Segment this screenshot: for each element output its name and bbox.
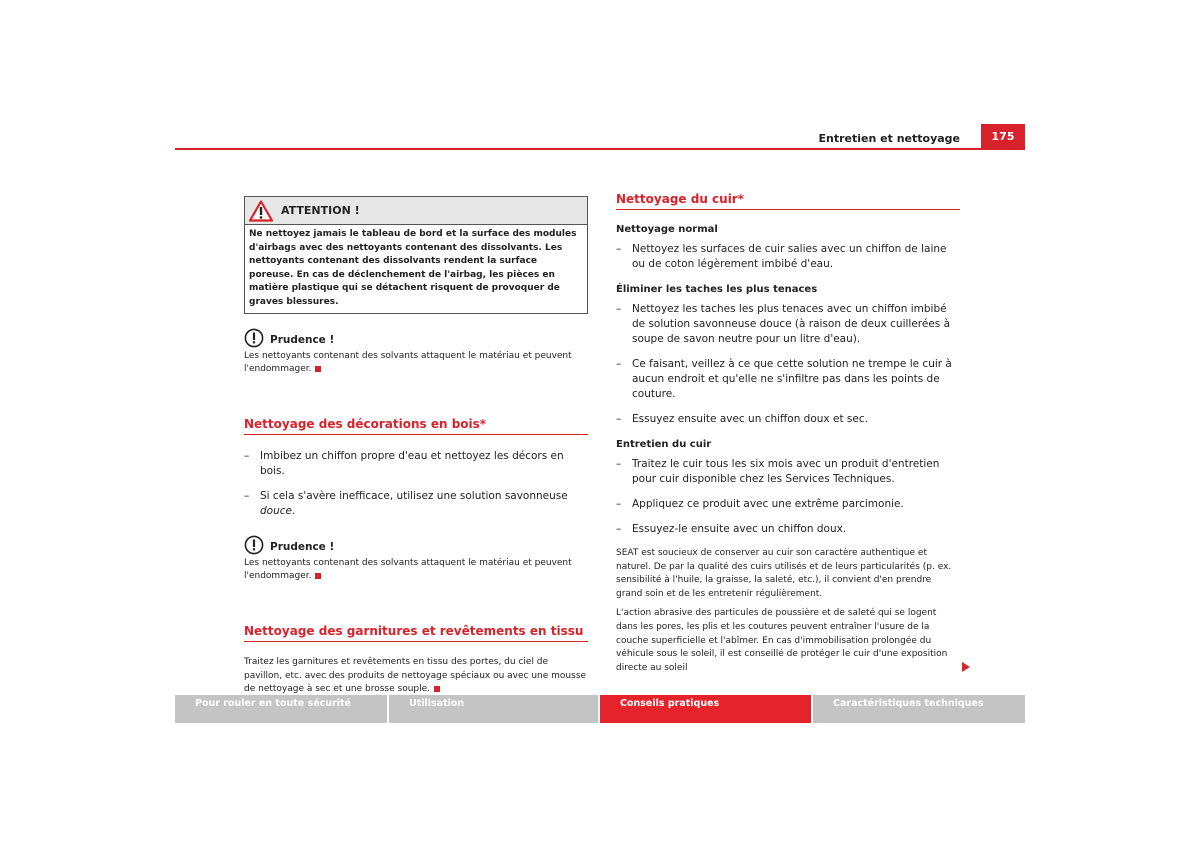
caution-note-2 [244,535,588,584]
fabric-paragraph: Traitez les garnitures et revêtements en tissu des portes, du ciel de pavillon, etc. avec des produits de nettoyage spéciaux ou avec une mousse de nettoyage à sec et une brosse souple. [244,656,587,695]
header-rule [175,148,1025,150]
wood-heading: Nettoyage des décorations en bois* [244,417,588,435]
list-item: – Appliquez ce produit avec une extrême parcimonie. [616,497,960,512]
caution-body: Les nettoyants contenant des solvants attaquent le matériau et peuvent l'endommager. [244,350,572,375]
tab-usage[interactable]: Utilisation [389,695,598,723]
normal-list [616,242,960,272]
list-item: – Essuyez ensuite avec un chiffon doux et sec. [616,412,960,427]
list-item: – Ce faisant, veillez à ce que cette solution ne trempe le cuir à aucun endroit et qu'elle ne s'infiltre pas dans les points de couture. [616,357,960,402]
subheading-care: Entretien du cuir [616,439,712,450]
warning-triangle-icon [249,200,273,222]
left-column [244,196,588,697]
stains-list [616,302,960,427]
subheading-normal: Nettoyage normal [616,224,718,235]
exclamation-circle-icon [244,535,264,555]
fabric-heading: Nettoyage des garnitures et revêtements en tissu [244,624,588,642]
footer-tabs [175,695,1025,723]
leather-paragraph-2: L'action abrasive des particules de poussière et de saleté qui se logent dans les pores, les plis et les coutures peuvent entraîner l'usure de la couche superficielle et l'abîmer. En cas d'immobilisation prolongée du véhicule sous le soleil, il est conseillé de protéger le cuir d'une exposition directe au soleil [616,608,948,673]
leather-heading: Nettoyage du cuir* [616,192,960,210]
caution-note-1 [244,328,588,377]
end-square-icon [315,573,321,579]
list-item: – Imbibez un chiffon propre d'eau et nettoyez les décors en bois. [244,449,588,479]
list-item: – Traitez le cuir tous les six mois avec un produit d'entretien pour cuir disponible chez les Services Techniques. [616,457,960,487]
list-item: – Nettoyez les taches les plus tenaces avec un chiffon imbibé de solution savonneuse douce (à raison de deux cuillerées à soupe de savon neutre pour un litre d'eau). [616,302,960,347]
end-square-icon [315,366,321,372]
tab-safety[interactable]: Pour rouler en toute sécurité [175,695,387,723]
caution-body: Les nettoyants contenant des solvants attaquent le matériau et peuvent l'endommager. [244,557,572,582]
wood-list [244,449,588,519]
attention-title: ATTENTION ! [281,204,360,217]
italic-word: douce [260,504,292,517]
caution-title: Prudence ! [270,333,335,346]
chapter-title: Entretien et nettoyage [818,132,960,145]
attention-box [244,196,588,314]
list-item: – Si cela s'avère inefficace, utilisez une solution savonneuse douce. [244,489,588,519]
right-column [616,192,960,675]
tab-technical-specs[interactable]: Caractéristiques techniques [813,695,1025,723]
tab-practical-tips[interactable]: Conseils pratiques [600,695,811,723]
list-item: – Essuyez-le ensuite avec un chiffon doux. [616,522,960,537]
care-list [616,457,960,537]
attention-header [245,197,587,225]
end-square-icon [434,686,440,692]
leather-paragraph-1: SEAT est soucieux de conserver au cuir son caractère authentique et naturel. De par la qualité des cuirs utilisés et de leurs particularités (p. ex. sensibilité à l'huile, la graisse, la saleté, etc.), il convient d'en prendre grand soin et de les entretenir régulièrement. [616,548,952,599]
page-number: 175 [981,124,1025,148]
exclamation-circle-icon [244,328,264,348]
attention-body: Ne nettoyez jamais le tableau de bord et la surface des modules d'airbags avec des nettoyants contenant des dissolvants. Les nettoyants contenant des dissolvants rendent la surface poreuse. En cas de déclenchement de l'airbag, les pièces en matière plastique qui se détachent risquent de provoquer de graves blessures. [249,229,577,307]
subheading-stains: Éliminer les taches les plus tenaces [616,284,818,295]
caution-title: Prudence ! [270,540,335,553]
continue-arrow-icon [962,662,970,672]
list-item: – Nettoyez les surfaces de cuir salies avec un chiffon de laine ou de coton légèrement imbibé d'eau. [616,242,960,272]
